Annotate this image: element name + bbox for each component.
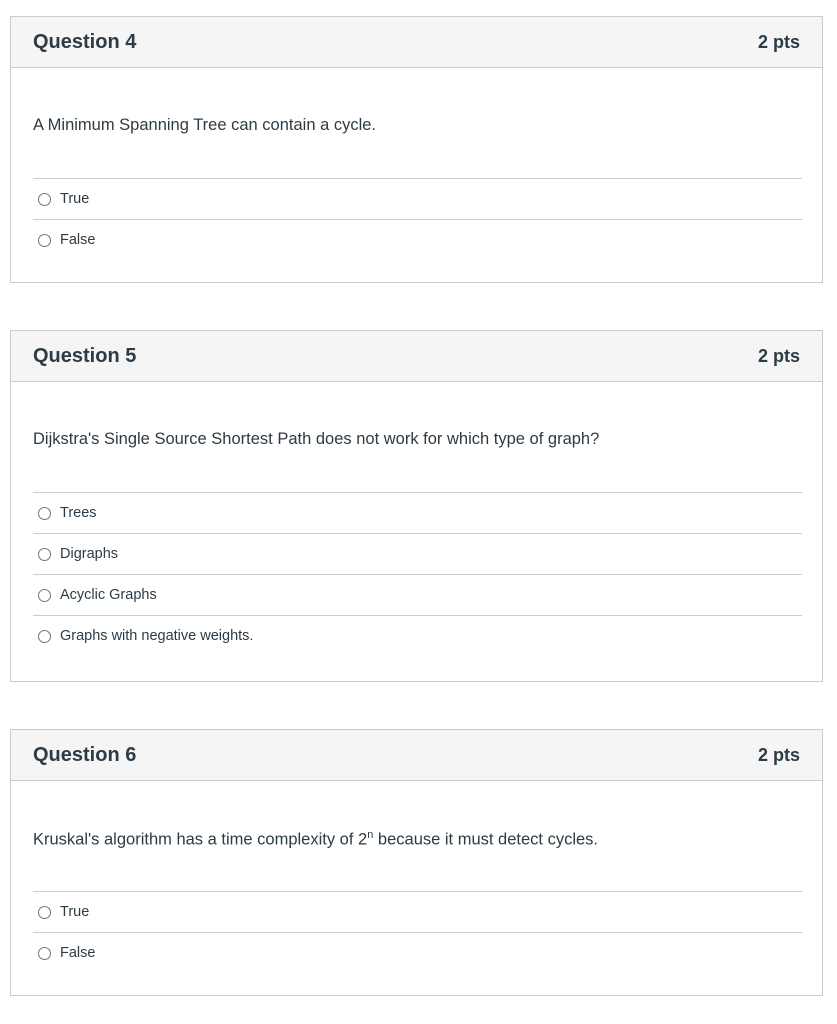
question-text	[33, 829, 598, 850]
radio-button[interactable]	[38, 548, 51, 561]
answer-option-digraphs[interactable]	[33, 533, 802, 574]
superscript-n: n	[367, 829, 374, 841]
answer-option-acyclic-graphs[interactable]	[33, 574, 802, 615]
answer-label: False	[60, 945, 96, 961]
question-points: 2 pts	[757, 345, 800, 366]
answer-option-false[interactable]	[33, 219, 802, 260]
question-text: A Minimum Spanning Tree can contain a cycle.	[33, 116, 377, 134]
answer-option-true[interactable]	[33, 891, 802, 932]
answer-option-false[interactable]	[33, 932, 802, 973]
radio-button[interactable]	[38, 630, 51, 643]
radio-button[interactable]	[38, 507, 51, 520]
answer-option-true[interactable]	[33, 178, 802, 219]
question-text-after: because it must detect cycles.	[373, 830, 599, 849]
radio-button[interactable]	[38, 589, 51, 602]
question-points: 2 pts	[757, 744, 800, 765]
question-title: Question 6	[33, 743, 137, 766]
question-header	[11, 331, 822, 382]
answer-option-negative-weights[interactable]	[33, 615, 802, 656]
question-text: Dijkstra's Single Source Shortest Path does not work for which type of graph?	[33, 430, 600, 448]
radio-button[interactable]	[38, 234, 51, 247]
question-4-card	[10, 16, 823, 283]
radio-button[interactable]	[38, 947, 51, 960]
answer-list	[33, 178, 802, 260]
question-points: 2 pts	[757, 31, 800, 52]
answer-label: False	[60, 232, 96, 248]
answer-label: Trees	[60, 505, 97, 521]
question-text-before: Kruskal's algorithm has a time complexity of 2	[33, 830, 368, 849]
answer-option-trees[interactable]	[33, 492, 802, 533]
question-title: Question 5	[33, 344, 137, 367]
answer-list	[33, 492, 802, 656]
question-title: Question 4	[33, 30, 137, 53]
question-header	[11, 17, 822, 68]
answer-label: True	[60, 191, 90, 207]
question-6-card	[10, 729, 823, 996]
answer-label: True	[60, 904, 90, 920]
radio-button[interactable]	[38, 906, 51, 919]
answer-list	[33, 891, 802, 973]
answer-label: Digraphs	[60, 546, 119, 562]
answer-label: Acyclic Graphs	[60, 587, 157, 603]
radio-button[interactable]	[38, 193, 51, 206]
question-header	[11, 730, 822, 781]
answer-label: Graphs with negative weights.	[60, 628, 254, 644]
question-5-card	[10, 330, 823, 682]
